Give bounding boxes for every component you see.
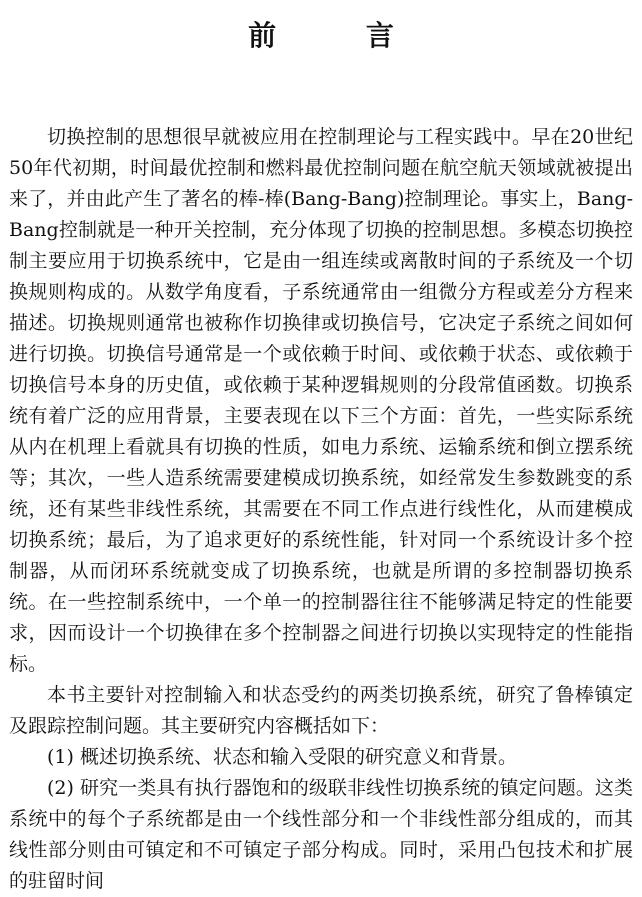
page-title: 前 言 [248, 19, 434, 52]
paragraph-item-1: (1) 概述切换系统、状态和输入受限的研究意义和背景。 [47, 746, 517, 768]
body-text [9, 122, 633, 897]
paragraph-scope: 本书主要针对控制输入和状态受约的两类切换系统，研究了鲁棒镇定及跟踪控制问题。其主要研究内容概括如下： [9, 684, 633, 737]
paragraph-item-2: (2) 研究一类具有执行器饱和的级联非线性切换系统的镇定问题。这类系统中的每个子系统都是由一个线性部分和一个非线性部分组成的，而其线性部分则由可镇定和不可镇定子部分构成。同时，采用凸包技术和扩展的驻留时间 [9, 777, 633, 892]
paragraph-intro: 切换控制的思想很早就被应用在控制理论与工程实践中。早在20世纪50年代初期，时间最优控制和燃料最优控制问题在航空航天领域就被提出来了，并由此产生了著名的棒-棒(Bang-Bang)控制理论。事实上，Bang-Bang控制就是一种开关控制，充分体现了切换的控制思想。多模态切换控制主要应用于切换系统中，它是由一组连续或离散时间的子系统及一个切换规则构成的。从数学角度看，子系统通常由一组微分方程或差分方程来描述。切换规则通常也被称作切换律或切换信号，它决定子系统之间如何进行切换。切换信号通常是一个或依赖于时间、或依赖于状态、或依赖于切换信号本身的历史值，或依赖于某种逻辑规则的分段常值函数。切换系统有着广泛的应用背景，主要表现在以下三个方面：首先，一些实际系统从内在机理上看就具有切换的性质，如电力系统、运输系统和倒立摆系统等；其次，一些人造系统需要建模成切换系统，如经常发生参数跳变的系统，还有某些非线性系统，其需要在不同工作点进行线性化，从而建模成切换系统；最后，为了追求更好的系统性能，针对同一个系统设计多个控制器，从而闭环系统就变成了切换系统，也就是所谓的多控制器切换系统。在一些控制系统中，一个单一的控制器往往不能够满足特定的性能要求，因而设计一个切换律在多个控制器之间进行切换以实现特定的性能指标。 [9, 126, 633, 675]
